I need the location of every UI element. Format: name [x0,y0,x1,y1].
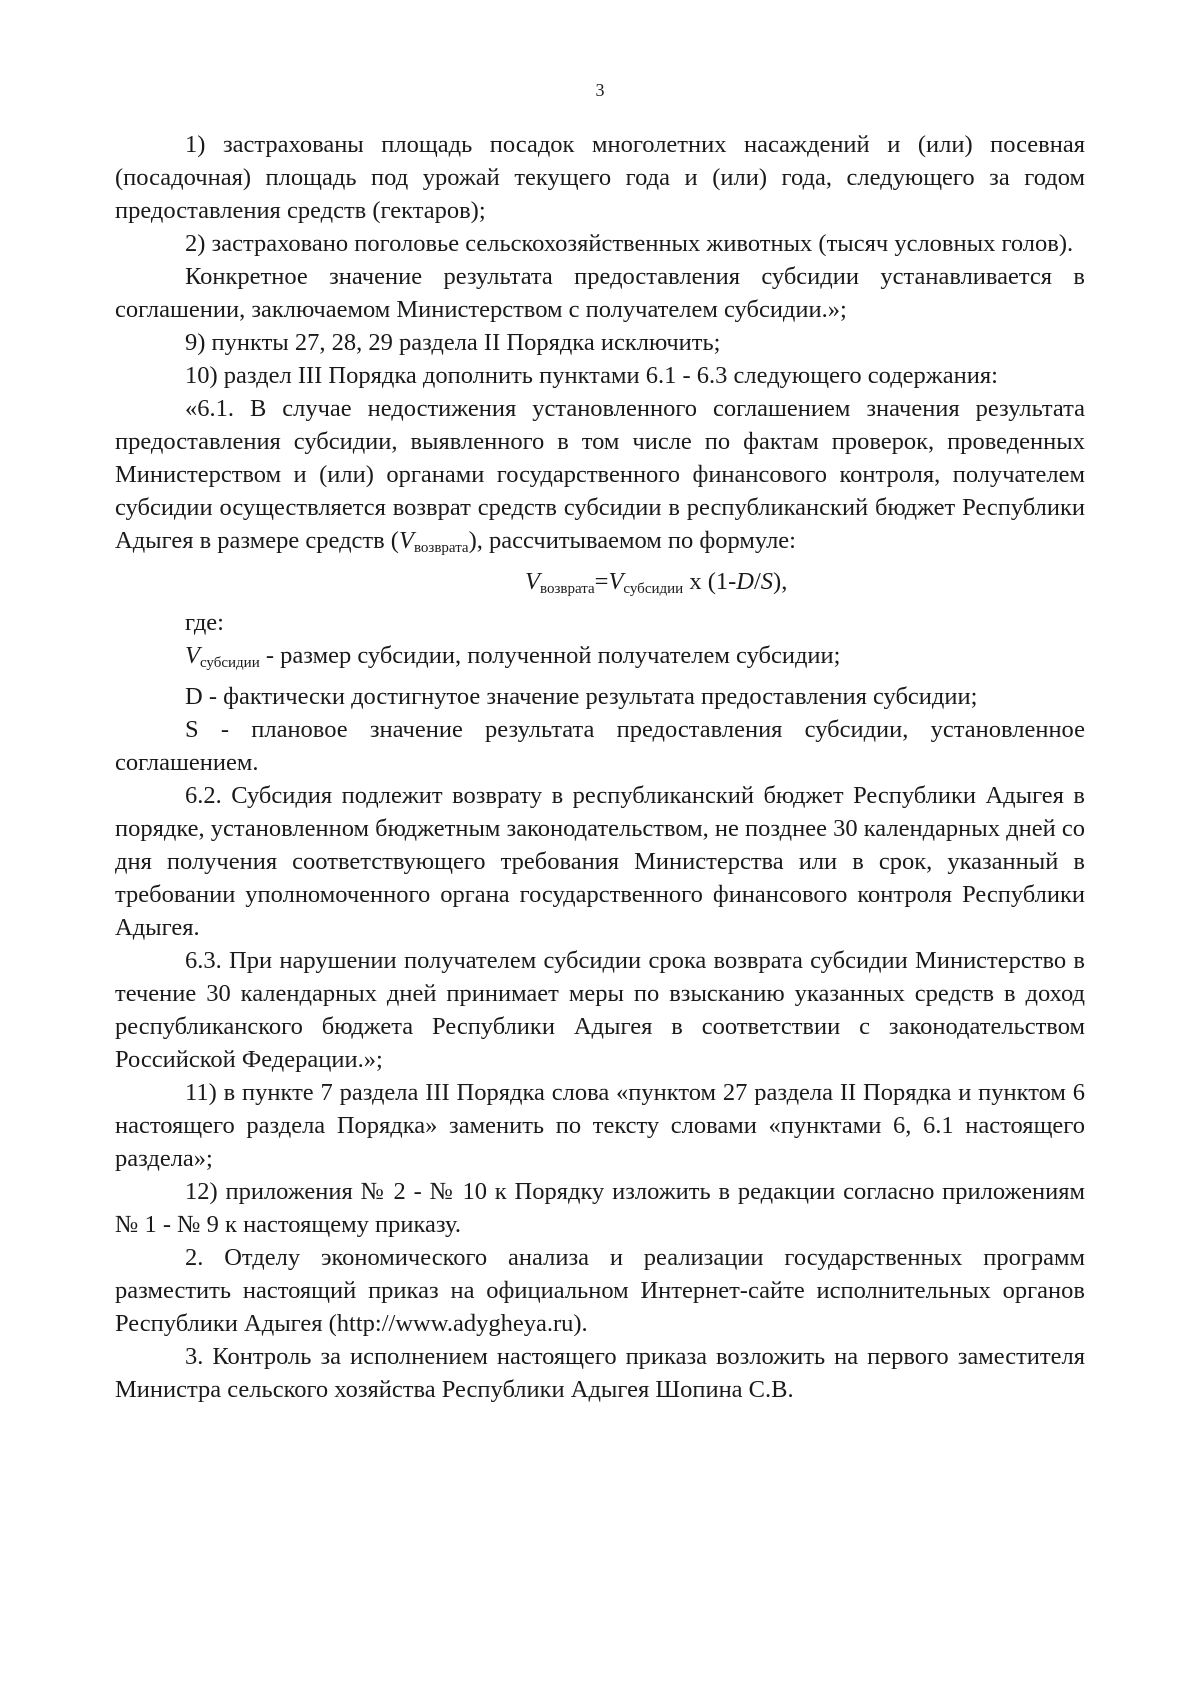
formula-equals: = [594,568,609,595]
paragraph-result-value: Конкретное значение результата предоставления субсидии устанавливается в соглашении, заключаемом Министерством с получателем субсидии.»; [115,263,1085,323]
definition-d: D - фактически достигнутое значение результата предоставления субсидии; [185,683,978,710]
paragraph-insured-livestock: 2) застраховано поголовье сельскохозяйственных животных (тысяч условных голов). [185,230,1074,257]
where-label: где: [185,609,224,636]
formula-end: ), [773,568,788,595]
definition-v-text: - размер субсидии, полученной получателем субсидии; [259,642,841,669]
variable-v: V [398,527,414,554]
paragraph-6-2: 6.2. Субсидия подлежит возврату в республиканский бюджет Республики Адыгея в порядке, установленном бюджетным законодательством, не позднее 30 календарных дней со дня получения соответствующего требования Министерства или в срок, указанный в требовании уполномоченного органа государственного финансового контроля Республики Адыгея. [115,782,1085,941]
paragraph-item-11: 11) в пункте 7 раздела III Порядка слова «пунктом 27 раздела II Порядка и пунктом 6 настоящего раздела Порядка» заменить по тексту словами «пунктами 6, 6.1 настоящего раздела»; [115,1079,1085,1172]
paragraph-section-2: 2. Отделу экономического анализа и реализации государственных программ разместить настоящий приказ на официальном Интернет-сайте исполнительных органов Республики Адыгея (http://www.adygheya.ru). [115,1244,1085,1337]
paragraph-item-9: 9) пункты 27, 28, 29 раздела II Порядка исключить; [185,329,721,356]
formula-v-return: V [525,568,540,595]
paragraph-section-3: 3. Контроль за исполнением настоящего приказа возложить на первого заместителя Министра сельского хозяйства Республики Адыгея Шопина С.В. [115,1343,1085,1403]
formula-d: D [736,568,754,595]
formula-slash: / [753,568,761,595]
formula-multiply: х (1- [683,568,737,595]
page-number: 3 [595,80,605,100]
paragraph-insured-area: 1) застрахованы площадь посадок многолетних насаждений и (или) посевная (посадочная) площадь под урожай текущего года и (или) года, следующего за годом предоставления средств (гектаров); [115,131,1085,224]
document-body [115,128,1085,1406]
definition-v-subsidy [115,639,1085,680]
paragraph-item-10: 10) раздел III Порядка дополнить пунктами 6.1 - 6.3 следующего содержания: [185,362,998,389]
paragraph-6-1-end: ), рассчитываемом по формуле: [468,527,796,554]
return-formula [115,565,1085,606]
definition-v-var: V [185,642,200,669]
formula-sub-subsidy: субсидии [623,581,684,597]
definition-v-sub: субсидии [199,655,260,671]
formula-s: S [760,568,774,595]
paragraph-6-1-text: «6.1. В случае недостижения установленного соглашением значения результата предоставления субсидии, выявленного в том числе по фактам проверок, проведенных Министерством и (или) органами государственного финансового контроля, получателем субсидии осуществляется возврат средств субсидии в республиканский бюджет Республики Адыгея в размере средств ( [115,395,1085,554]
paragraph-6-3: 6.3. При нарушении получателем субсидии срока возврата субсидии Министерство в течение 30 календарных дней принимает меры по взысканию указанных средств в доход республиканского бюджета Республики Адыгея в соответствии с законодательством Российской Федерации.»; [115,947,1085,1073]
paragraph-item-12: 12) приложения № 2 - № 10 к Порядку изложить в редакции согласно приложениям № 1 - № 9 к настоящему приказу. [115,1178,1085,1238]
subscript-return: возврата [413,540,469,556]
formula-sub-return: возврата [539,581,595,597]
paragraph-6-1 [115,392,1085,565]
definition-s: S - плановое значение результата предоставления субсидии, установленное соглашением. [115,716,1085,776]
formula-v-subsidy: V [608,568,624,595]
